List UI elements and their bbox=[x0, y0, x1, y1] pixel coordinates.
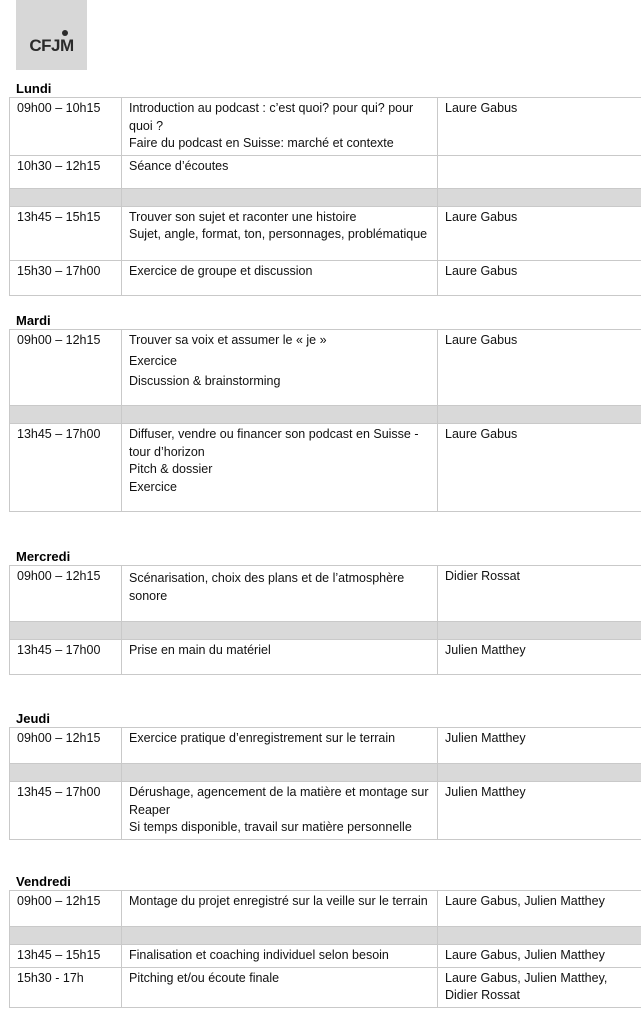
time-cell: 13h45 – 15h15 bbox=[10, 206, 122, 260]
activity-line: Scénarisation, choix des plans et de l’atmosphère sonore bbox=[129, 571, 405, 603]
speaker-cell: Laure Gabus bbox=[438, 206, 641, 260]
activity-line: Discussion & brainstorming bbox=[129, 374, 281, 388]
table-row bbox=[10, 640, 641, 675]
activity-cell bbox=[122, 728, 438, 764]
break-row bbox=[10, 764, 641, 782]
speaker-cell: Laure Gabus bbox=[438, 260, 641, 295]
activity-cell bbox=[122, 566, 438, 622]
time-cell: 13h45 – 17h00 bbox=[10, 424, 122, 512]
schedule-table-vendredi bbox=[9, 890, 641, 1008]
day-heading-vendredi: Vendredi bbox=[16, 874, 71, 889]
activity-line: Montage du projet enregistré sur la veille sur le terrain bbox=[129, 894, 428, 908]
activity-line: Trouver sa voix et assumer le « je » bbox=[129, 333, 327, 347]
speaker-cell: Laure Gabus, Julien Matthey, Didier Rossat bbox=[438, 967, 641, 1007]
time-cell: 15h30 – 17h00 bbox=[10, 260, 122, 295]
speaker-cell: Laure Gabus bbox=[438, 98, 641, 156]
time-cell: 09h00 – 12h15 bbox=[10, 728, 122, 764]
speaker-cell: Julien Matthey bbox=[438, 728, 641, 764]
break-row bbox=[10, 927, 641, 945]
table-row bbox=[10, 330, 641, 406]
table-row bbox=[10, 260, 641, 295]
schedule-table-jeudi bbox=[9, 727, 641, 840]
table-row bbox=[10, 967, 641, 1007]
schedule-table-mercredi bbox=[9, 565, 641, 675]
speaker-cell: Laure Gabus, Julien Matthey bbox=[438, 891, 641, 927]
table-row bbox=[10, 945, 641, 968]
activity-line: Trouver son sujet et raconter une histoire bbox=[129, 209, 357, 224]
activity-line: Si temps disponible, travail sur matière personnelle bbox=[129, 820, 412, 834]
activity-cell bbox=[122, 260, 438, 295]
time-cell: 09h00 – 12h15 bbox=[10, 330, 122, 406]
day-heading-mercredi: Mercredi bbox=[16, 549, 71, 564]
speaker-cell bbox=[438, 155, 641, 188]
activity-cell bbox=[122, 206, 438, 260]
activity-cell bbox=[122, 155, 438, 188]
activity-line: Exercice de groupe et discussion bbox=[129, 263, 313, 278]
table-row bbox=[10, 782, 641, 840]
activity-line: Exercice bbox=[129, 479, 177, 494]
day-heading-jeudi: Jeudi bbox=[16, 711, 50, 726]
activity-line: Finalisation et coaching individuel selon besoin bbox=[129, 948, 389, 962]
activity-cell bbox=[122, 945, 438, 968]
table-row bbox=[10, 155, 641, 188]
activity-cell bbox=[122, 967, 438, 1007]
time-cell: 09h00 – 12h15 bbox=[10, 566, 122, 622]
activity-cell bbox=[122, 891, 438, 927]
time-cell: 13h45 – 15h15 bbox=[10, 945, 122, 968]
table-row bbox=[10, 98, 641, 156]
break-row bbox=[10, 406, 641, 424]
activity-cell bbox=[122, 424, 438, 512]
table-row bbox=[10, 424, 641, 512]
break-row bbox=[10, 188, 641, 206]
activity-line: Dérushage, agencement de la matière et montage sur Reaper bbox=[129, 785, 429, 817]
cfjm-logo bbox=[16, 0, 87, 70]
time-cell: 15h30 - 17h bbox=[10, 967, 122, 1007]
time-cell: 13h45 – 17h00 bbox=[10, 640, 122, 675]
activity-cell bbox=[122, 98, 438, 156]
activity-line: Pitch & dossier bbox=[129, 462, 213, 476]
speaker-cell: Laure Gabus bbox=[438, 424, 641, 512]
activity-line: Faire du podcast en Suisse: marché et contexte bbox=[129, 136, 394, 150]
table-row bbox=[10, 891, 641, 927]
speaker-cell: Laure Gabus, Julien Matthey bbox=[438, 945, 641, 968]
table-row bbox=[10, 566, 641, 622]
break-row bbox=[10, 622, 641, 640]
speaker-cell: Julien Matthey bbox=[438, 782, 641, 840]
speaker-cell: Didier Rossat bbox=[438, 566, 641, 622]
activity-line: Exercice bbox=[129, 353, 177, 368]
time-cell: 13h45 – 17h00 bbox=[10, 782, 122, 840]
table-row bbox=[10, 728, 641, 764]
table-row bbox=[10, 206, 641, 260]
activity-line: Introduction au podcast : c’est quoi? pour qui? pour quoi ? bbox=[129, 101, 414, 133]
speaker-cell: Julien Matthey bbox=[438, 640, 641, 675]
activity-cell bbox=[122, 640, 438, 675]
activity-line: Diffuser, vendre ou financer son podcast en Suisse - tour d’horizon bbox=[129, 427, 419, 459]
activity-line: Séance d’écoutes bbox=[129, 158, 229, 173]
activity-line: Sujet, angle, format, ton, personnages, problématique bbox=[129, 227, 428, 241]
speaker-cell: Laure Gabus bbox=[438, 330, 641, 406]
schedule-table-lundi bbox=[9, 97, 641, 296]
time-cell: 09h00 – 10h15 bbox=[10, 98, 122, 156]
day-heading-mardi: Mardi bbox=[16, 313, 51, 328]
time-cell: 09h00 – 12h15 bbox=[10, 891, 122, 927]
day-heading-lundi: Lundi bbox=[16, 81, 52, 96]
activity-line: Pitching et/ou écoute finale bbox=[129, 970, 280, 985]
logo-text: CFJM bbox=[29, 36, 74, 55]
activity-line: Exercice pratique d’enregistrement sur le terrain bbox=[129, 731, 396, 745]
activity-cell bbox=[122, 330, 438, 406]
schedule-table-mardi bbox=[9, 329, 641, 512]
time-cell: 10h30 – 12h15 bbox=[10, 155, 122, 188]
activity-line: Prise en main du matériel bbox=[129, 643, 271, 657]
activity-cell bbox=[122, 782, 438, 840]
